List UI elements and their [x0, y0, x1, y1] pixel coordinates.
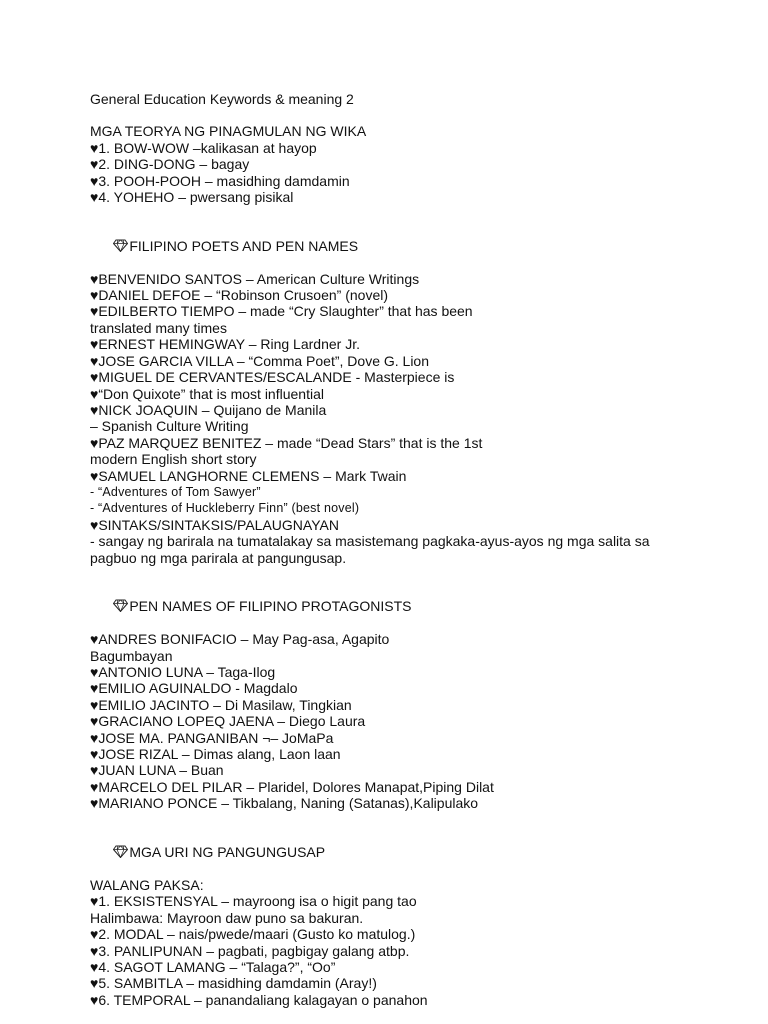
document-title: General Education Keywords & meaning 2	[90, 91, 354, 107]
list-item: ♥JUAN LUNA – Buan	[90, 762, 224, 779]
section-heading-row	[90, 828, 750, 877]
list-item: ♥NICK JOAQUIN – Quijano de Manila	[90, 401, 327, 418]
list-item: ♥EDILBERTO TIEMPO – made “Cry Slaughter” that has been	[90, 303, 473, 320]
section-heading: FILIPINO POETS AND PEN NAMES	[129, 237, 359, 254]
sub-list-item: - “Adventures of Tom Sawyer”	[90, 484, 261, 499]
list-item: modern English short story	[90, 451, 257, 468]
section-pangungusap	[90, 828, 750, 1008]
list-item: ♥JOSE GARCIA VILLA – “Comma Poet”, Dove G. Lion	[90, 352, 430, 369]
section-teorya	[90, 123, 750, 205]
list-item: WALANG PAKSA:	[90, 876, 204, 893]
list-item: pagbuo ng mga parirala at pangungusap.	[90, 549, 347, 566]
sub-list-item: - “Adventures of Huckleberry Finn” (best novel)	[90, 501, 360, 516]
gem-icon	[113, 239, 128, 252]
section-heading: PEN NAMES OF FILIPINO PROTAGONISTS	[129, 598, 412, 615]
list-item: ♥BENVENIDO SANTOS – American Culture Writings	[90, 270, 420, 287]
section-heading: MGA URI NG PANGUNGUSAP	[129, 844, 326, 861]
list-item: ♥PAZ MARQUEZ BENITEZ – made “Dead Stars” that is the 1st	[90, 434, 483, 451]
list-item: ♥GRACIANO LOPEQ JAENA – Diego Laura	[90, 713, 366, 730]
section-heading-row	[90, 221, 750, 270]
section-heading: MGA TEORYA NG PINAGMULAN NG WIKA	[90, 123, 367, 140]
list-item: ♥4. SAGOT LAMANG – “Talaga?”, “Oo”	[90, 958, 336, 975]
document-page	[90, 91, 750, 1024]
list-item: Bagumbayan	[90, 647, 173, 664]
list-item: ♥3. PANLIPUNAN – pagbati, pagbigay galang atbp.	[90, 942, 410, 959]
list-item: ♥5. SAMBITLA – masidhing damdamin (Aray!)	[90, 975, 377, 992]
section-poets	[90, 221, 750, 566]
list-item: ♥MARIANO PONCE – Tikbalang, Naning (Satanas),Kalipulako	[90, 795, 479, 812]
gem-icon	[113, 599, 128, 612]
list-item: ♥2. DING-DONG – bagay	[90, 156, 250, 173]
list-item: ♥1. EKSISTENSYAL – mayroong isa o higit pang tao	[90, 893, 417, 910]
list-item: ♥ANTONIO LUNA – Taga-Ilog	[90, 664, 276, 680]
list-item: ♥4. YOHEHO – pwersang pisikal	[90, 189, 294, 206]
section-protagonists	[90, 582, 750, 812]
gem-icon	[113, 845, 128, 858]
list-item: ♥1. BOW-WOW –kalikasan at hayop	[90, 139, 317, 156]
list-item: ♥3. POOH-POOH – masidhing damdamin	[90, 172, 350, 189]
list-item: ♥JOSE MA. PANGANIBAN ¬– JoMaPa	[90, 729, 334, 746]
list-item: ♥EMILIO AGUINALDO - Magdalo	[90, 680, 298, 697]
list-item: translated many times	[90, 319, 227, 336]
list-item: ♥MARCELO DEL PILAR – Plaridel, Dolores Manapat,Piping Dilat	[90, 778, 494, 795]
list-item: ♥JOSE RIZAL – Dimas alang, Laon laan	[90, 746, 341, 763]
list-item: ♥DANIEL DEFOE – “Robinson Crusoen” (novel)	[90, 287, 389, 304]
list-item: ♥“Don Quixote” that is most influential	[90, 385, 324, 402]
list-item: ♥6. TEMPORAL – panandaliang kalagayan o panahon	[90, 991, 428, 1008]
list-item: ♥ERNEST HEMINGWAY – Ring Lardner Jr.	[90, 336, 360, 353]
list-item: Halimbawa: Mayroon daw puno sa bakuran.	[90, 909, 364, 926]
list-item: ♥2. MODAL – nais/pwede/maari (Gusto ko matulog.)	[90, 926, 416, 943]
section-heading-row	[90, 582, 750, 631]
list-item: ♥ANDRES BONIFACIO – May Pag-asa, Agapito	[90, 631, 390, 648]
list-item: – Spanish Culture Writing	[90, 418, 249, 435]
list-item: - sangay ng barirala na tumatalakay sa masistemang pagkaka-ayus-ayos ng mga salita sa	[90, 533, 650, 550]
list-item: ♥MIGUEL DE CERVANTES/ESCALANDE - Masterpiece is	[90, 369, 455, 386]
list-item: ♥EMILIO JACINTO – Di Masilaw, Tingkian	[90, 696, 352, 713]
list-item: ♥SAMUEL LANGHORNE CLEMENS – Mark Twain	[90, 467, 407, 484]
list-item: ♥SINTAKS/SINTAKSIS/PALAUGNAYAN	[90, 516, 339, 533]
